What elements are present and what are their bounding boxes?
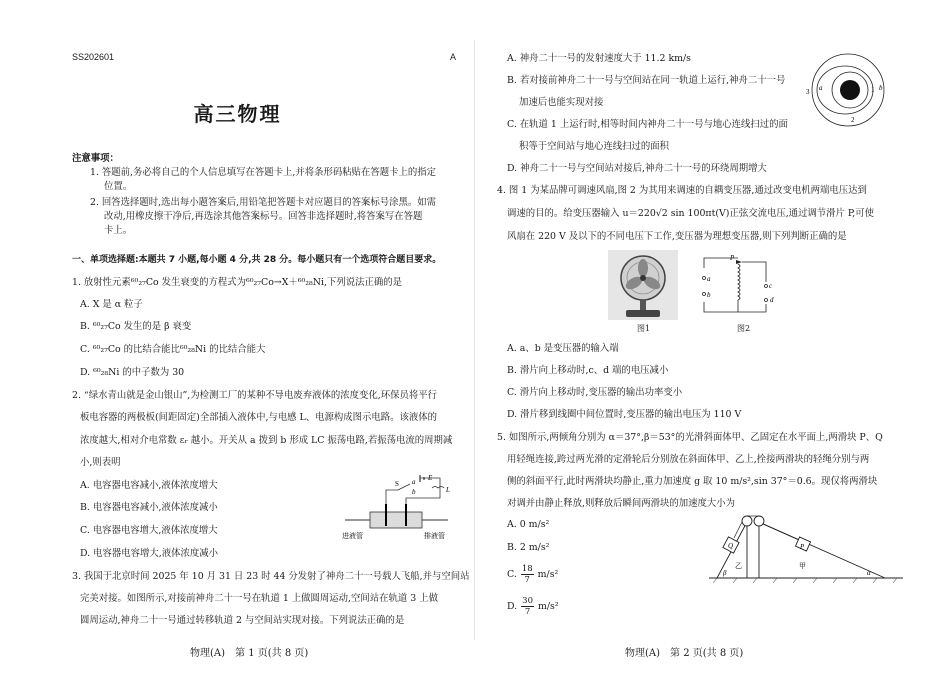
q5-stem-line: 侧的斜面平行,此时两滑块均静止,重力加速度 g 取 10 m/s²,sin 37°＝0.6。现仅将两滑块 [507, 476, 878, 487]
label-b: b [879, 84, 883, 92]
q4-option-c: C. 滑片向上移动时,变压器的输出功率变小 [507, 387, 683, 398]
note-line: 1. 答题前,务必将自己的个人信息填写在答题卡上,并将条形码粘贴在答题卡上的指定 [90, 167, 437, 178]
q2-stem-line: 小,则表明 [80, 457, 121, 468]
terminal-b [703, 293, 706, 296]
q3-stem-line: 圆周运动,神舟二十一号通过转移轨道 2 与空间站实现对接。下列说法正确的是 [80, 615, 405, 626]
q1-option-a: A. X 是 α 粒子 [80, 299, 143, 310]
q1-option-d: D. ⁶⁰₂₈Ni 的中子数为 30 [80, 367, 185, 378]
page-right [475, 0, 950, 688]
pulley [754, 516, 764, 526]
label-yi: 乙 [735, 562, 742, 570]
section-heading: 一、单项选择题:本题共 7 小题,每小题 4 分,共 28 分。每小题只有一个选项符合题目要求。 [72, 255, 442, 265]
ground-hatch [713, 578, 897, 583]
note-line: 2. 回答选择题时,选出每小题答案后,用铅笔把答题卡对应题目的答案标号涂黑。如需 [90, 197, 437, 208]
fig2-caption: 图2 [737, 324, 751, 333]
unit: m/s² [537, 568, 559, 580]
q5-incline-diagram [707, 512, 907, 594]
fraction-numerator: 18 [521, 563, 533, 574]
label-l: L [446, 486, 450, 494]
q3-stem-line: 完美对接。如图所示,对接前神舟二十一号在轨道 1 上做圆周运动,空间站在轨道 3 上做 [80, 593, 438, 604]
earth [840, 80, 860, 100]
label-jia: 甲 [799, 562, 806, 570]
q1-option-c: C. ⁶⁰₂₇Co 的比结合能比⁶⁰₂₈Ni 的比结合能大 [80, 344, 266, 355]
coil [738, 264, 740, 300]
page-title: 高三物理 [193, 102, 282, 126]
q5-stem-line: 用轻绳连接,跨过两光滑的定滑轮后分别放在斜面体甲、乙上,拴接两滑块的轻绳分别与两 [507, 454, 870, 465]
q4-stem-line: 风扇在 220 V 及以下的不同电压下工作,变压器为理想变压器,则下列判断正确的是 [507, 231, 847, 242]
label-outlet: 排液管 [424, 532, 445, 540]
liquid-tank [370, 512, 422, 528]
q2-option-c: C. 电容器电容增大,液体浓度增大 [80, 525, 218, 536]
q5-option-b: B. 2 m/s² [507, 542, 550, 553]
label-a: a [412, 478, 416, 486]
label-p: P [800, 543, 805, 551]
page-footer: 物理(A) 第 1 页(共 8 页) [190, 648, 309, 659]
label-inlet: 进液管 [342, 532, 363, 540]
note-line: 改动,用橡皮擦干净后,再选涂其他答案标号。回答非选择题时,将答案写在答题 [104, 211, 423, 222]
q3-option-a: A. 神舟二十一号的发射速度大于 11.2 km/s [507, 53, 691, 64]
q4-stem-line: 4. 图 1 为某品牌可调速风扇,图 2 为其用来调速的自耦变压器,通过改变电机两端电压达到 [497, 185, 867, 196]
q1-stem: 1. 放射性元素⁶⁰₂₇Co 发生衰变的方程式为⁶⁰₂₇Co→X＋⁶⁰₂₈Ni,下列说法正确的是 [72, 277, 402, 288]
label-s: S [395, 480, 399, 488]
q3-option-b: B. 若对接前神舟二十一号与空间站在同一轨道上运行,神舟二十一号 [507, 75, 786, 86]
q3-option-b-cont: 加速后也能实现对接 [519, 97, 604, 108]
label-b: b [412, 488, 416, 496]
q2-option-b: B. 电容器电容减小,液体浓度减小 [80, 502, 218, 513]
q5-stem-line: 5. 如图所示,两倾角分别为 α＝37°,β＝53°的光滑斜面体甲、乙固定在水平面上,两滑块 P、Q [497, 432, 883, 443]
label-p: P [730, 254, 735, 262]
switch-s [398, 484, 410, 490]
terminal-a [703, 277, 706, 280]
inductor-l [432, 487, 444, 489]
q3-option-c: C. 在轨道 1 上运行时,相等时间内神舟二十一号与地心连线扫过的面 [507, 119, 788, 130]
q4-option-a: A. a、b 是变压器的输入端 [507, 343, 619, 354]
q4-transformer-figure [700, 250, 780, 320]
label-orbit-2: 2 [851, 116, 855, 124]
fan-base [626, 310, 660, 317]
q3-stem-line: 3. 我国于北京时间 2025 年 10 月 31 日 23 时 44 分发射了神舟二十一号载人飞船,并与空间站 [72, 571, 470, 582]
q5-option-d [507, 594, 559, 618]
fan-blade [638, 259, 648, 277]
terminal-d [765, 299, 768, 302]
q3-orbit-diagram [805, 50, 889, 130]
exam-version: A [450, 52, 457, 62]
fraction [521, 564, 534, 585]
q1-option-b: B. ⁶⁰₂₇Co 发生的是 β 衰变 [80, 321, 192, 332]
q5-stem-line: 对调并由静止释放,则释放后瞬间两滑块的加速度大小为 [507, 498, 735, 509]
label-d: d [770, 296, 774, 304]
label-beta: β [723, 569, 727, 577]
q4-option-d: D. 滑片移到线圈中间位置时,变压器的输出电压为 110 V [507, 409, 742, 420]
wire [742, 262, 766, 282]
q4-stem-line: 调速的目的。给变压器输入 u＝220√2 sin 100πt(V)正弦交流电压,通过调节滑片 P,可使 [507, 208, 875, 219]
label-q: Q [728, 542, 734, 550]
terminal-c [765, 285, 768, 288]
option-letter: D. [507, 600, 518, 612]
notes-heading: 注意事项： [72, 153, 119, 164]
wire [386, 490, 398, 504]
q2-stem-line: 2. “绿水青山就是金山银山”,为检测工厂的某种不导电废弃液体的浓度变化,环保员将平行 [72, 390, 437, 401]
fraction-denominator: 7 [524, 574, 530, 585]
q2-circuit-diagram [340, 474, 460, 542]
note-line: 卡上。 [104, 225, 133, 236]
fraction-numerator: 30 [522, 595, 533, 606]
label-b: b [707, 291, 711, 299]
fraction [521, 596, 534, 617]
q4-fan-figure [608, 250, 678, 320]
fraction-denominator: 7 [524, 606, 531, 617]
label-a: a [819, 84, 823, 92]
q2-stem-line: 浓度越大,相对介电常数 εᵣ 越小。开关从 a 拨到 b 形成 LC 振荡电路,若振荡电流的周期减 [80, 435, 453, 446]
fan-stand [640, 300, 646, 310]
q2-stem-line: 板电容器的两极板(间距固定)全部插入液体中,与电感 L、电源构成图示电路。该液体的 [80, 412, 438, 423]
fig1-caption: 图1 [637, 324, 651, 333]
q2-option-a: A. 电容器电容减小,液体浓度增大 [80, 480, 218, 491]
slider-p [736, 260, 742, 264]
unit: m/s² [538, 600, 559, 612]
pulley [742, 516, 752, 526]
label-orbit-3: 3 [806, 88, 810, 96]
page-footer: 物理(A) 第 2 页(共 8 页) [625, 648, 744, 659]
label-orbit-1: 1 [871, 86, 875, 94]
fan-hub [640, 275, 646, 281]
q5-option-a: A. 0 m/s² [507, 519, 550, 530]
q3-option-d: D. 神舟二十一号与空间站对接后,神舟二十一号的环绕周期增大 [507, 163, 767, 174]
option-letter: C. [507, 568, 517, 580]
note-line: 位置。 [104, 181, 133, 192]
q4-option-b: B. 滑片向上移动时,c、d 端的电压减小 [507, 365, 669, 376]
label-e: E [428, 474, 433, 482]
q3-option-c-cont: 积等于空间站与地心连线扫过的面积 [519, 141, 670, 152]
wire [704, 302, 766, 312]
label-a: a [707, 275, 711, 283]
q5-option-c [507, 562, 558, 586]
label-c: c [769, 282, 773, 290]
label-alpha: α [867, 569, 871, 577]
q2-option-d: D. 电容器电容增大,液体浓度减小 [80, 548, 218, 559]
exam-code: SS202601 [72, 52, 115, 62]
